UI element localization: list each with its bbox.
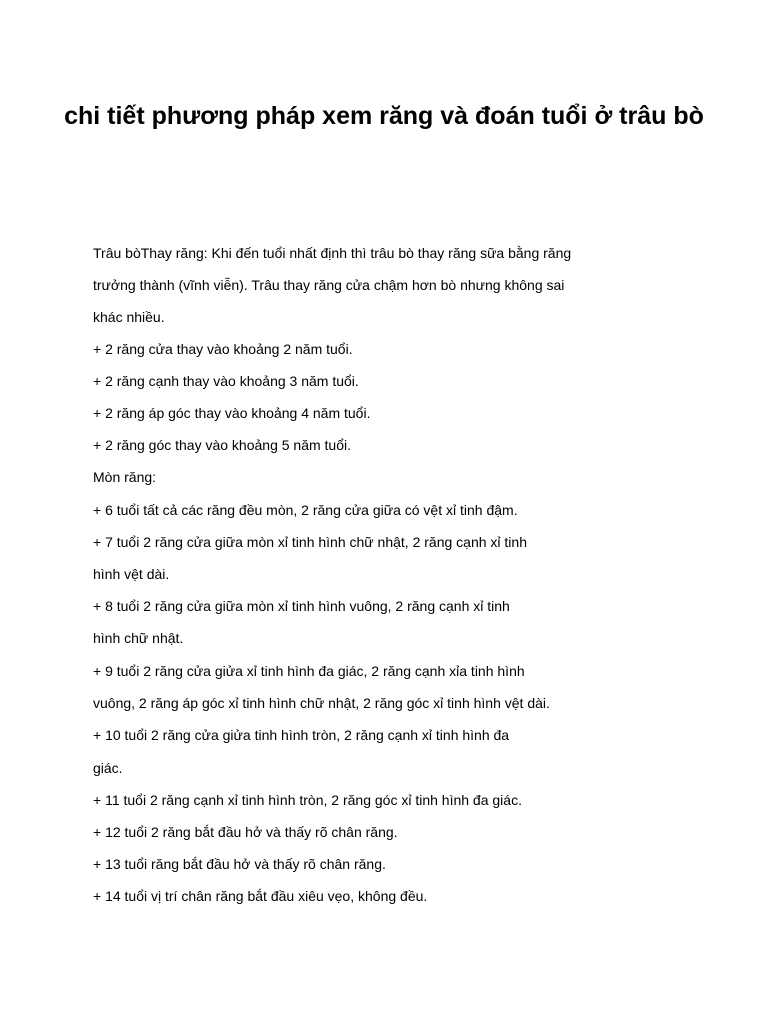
body-line: giác. <box>93 760 123 776</box>
body-line: + 7 tuổi 2 răng cửa giữa mòn xỉ tinh hình chữ nhật, 2 răng cạnh xỉ tinh <box>93 534 527 550</box>
body-line: + 2 răng góc thay vào khoảng 5 năm tuổi. <box>93 437 352 453</box>
section-heading: Mòn răng: <box>93 469 157 485</box>
body-line: vuông, 2 răng áp góc xỉ tinh hình chữ nhật, 2 răng góc xỉ tinh hình vệt dài. <box>93 695 550 711</box>
body-line: + 13 tuổi răng bắt đầu hở và thấy rõ chân răng. <box>93 856 386 872</box>
body-line: trưởng thành (vĩnh viễn). Trâu thay răng cửa chậm hơn bò nhưng không sai <box>93 277 565 293</box>
body-line: khác nhiều. <box>93 309 165 325</box>
body-line: + 6 tuổi tất cả các răng đều mòn, 2 răng cửa giữa có vệt xỉ tinh đậm. <box>93 502 518 518</box>
body-line: hình vệt dài. <box>93 566 170 582</box>
body-line: Trâu bòThay răng: Khi đến tuổi nhất định thì trâu bò thay răng sữa bằng răng <box>93 245 572 261</box>
body-line: + 14 tuổi vị trí chân răng bắt đầu xiêu vẹo, không đều. <box>93 888 428 904</box>
body-line: + 2 răng cạnh thay vào khoảng 3 năm tuổi. <box>93 373 359 389</box>
body-line: + 10 tuổi 2 răng cửa giửa tinh hình tròn, 2 răng cạnh xỉ tinh hình đa <box>93 727 510 743</box>
body-line: + 9 tuổi 2 răng cửa giửa xỉ tinh hình đa giác, 2 răng cạnh xỉa tinh hình <box>93 663 525 679</box>
body-line: + 12 tuổi 2 răng bắt đầu hở và thấy rõ chân răng. <box>93 824 398 840</box>
body-line: + 2 răng áp góc thay vào khoảng 4 năm tuổi. <box>93 405 371 421</box>
body-line: + 2 răng cửa thay vào khoảng 2 năm tuổi. <box>93 341 353 357</box>
document-title: chi tiết phương pháp xem răng và đoán tuổi ở trâu bò <box>64 102 704 130</box>
body-line: + 11 tuổi 2 răng cạnh xỉ tinh hình tròn, 2 răng góc xỉ tinh hình đa giác. <box>93 792 522 808</box>
body-line: hình chữ nhật. <box>93 630 184 646</box>
body-line: + 8 tuổi 2 răng cửa giữa mòn xỉ tinh hình vuông, 2 răng cạnh xỉ tinh <box>93 598 510 614</box>
